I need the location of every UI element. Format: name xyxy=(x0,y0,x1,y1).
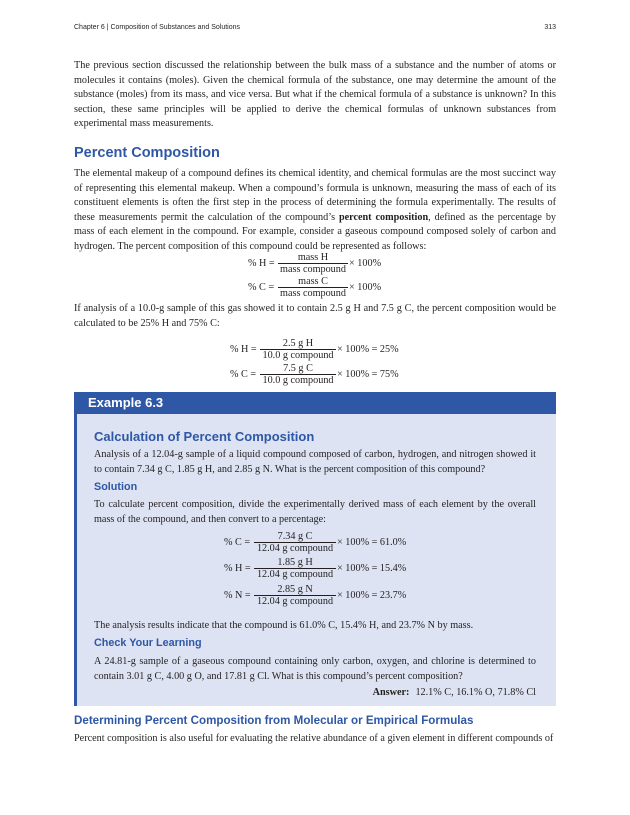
key-term-percent-composition: percent composition xyxy=(338,211,429,223)
equation-fraction xyxy=(254,557,336,581)
equation-percent-h-general xyxy=(248,252,388,276)
fraction-denominator: mass compound xyxy=(280,264,346,275)
example-equation-c xyxy=(224,531,424,555)
equation-fraction xyxy=(278,276,348,300)
check-your-learning-text: A 24.81-g sample of a gaseous compound containing only carbon, oxygen, and chlorine is determined to contain 3.01 g C, 4.00 g O, and 17.81 g Cl. What is this compound’s percent composition? xyxy=(94,656,536,682)
example-title: Calculation of Percent Composition xyxy=(94,429,315,444)
page-number: 313 xyxy=(544,24,556,31)
equation-rhs: × 100% = 15.4% xyxy=(337,563,407,574)
equation-fraction xyxy=(254,584,336,608)
equation-percent-c-general xyxy=(248,276,388,300)
equation-percent-c-numeric xyxy=(230,363,410,387)
example-header-bar xyxy=(74,392,556,414)
equation-fraction xyxy=(260,363,336,387)
example-left-rule xyxy=(74,414,77,706)
solution-heading: Solution xyxy=(94,481,138,493)
equation-lhs: % H = xyxy=(230,344,257,355)
fraction-denominator: 10.0 g compound xyxy=(262,350,334,361)
section-heading-from-formulas: Determining Percent Composition from Molecular or Empirical Formulas xyxy=(74,714,474,727)
section-heading-percent-composition: Percent Composition xyxy=(74,145,220,161)
equation-rhs: × 100% = 25% xyxy=(337,344,399,355)
equation-rhs: × 100% xyxy=(349,258,382,269)
page-header xyxy=(74,24,556,38)
fraction-numerator: 7.34 g C xyxy=(254,531,336,543)
equation-fraction xyxy=(254,531,336,555)
paragraph-text-end: , defined as the percentage by mass of each element in the compound. For example, consider a gaseous compound composed solely of carbon and hydrogen. The percent composition of this compound could be represented as follows: xyxy=(74,211,557,252)
fraction-denominator: mass compound xyxy=(280,288,346,299)
fraction-numerator: 7.5 g C xyxy=(260,363,336,375)
sample-analysis-paragraph: If analysis of a 10.0-g sample of this gas showed it to contain 2.5 g H and 7.5 g C, the percent composition would be calculated to be 25% H and 75% C: xyxy=(74,303,556,329)
equation-rhs: × 100% xyxy=(349,282,382,293)
fraction-numerator: 1.85 g H xyxy=(254,557,336,569)
fraction-denominator: 12.04 g compound xyxy=(256,569,334,580)
fraction-denominator: 12.04 g compound xyxy=(256,596,334,607)
example-equation-h xyxy=(224,557,424,581)
example-equation-n xyxy=(224,584,424,608)
chapter-title: Chapter 6 | Composition of Substances and Solutions xyxy=(74,24,241,31)
solution-text: To calculate percent composition, divide the experimentally derived mass of each element by the overall mass of the compound, and then convert to a percentage: xyxy=(94,499,536,525)
equation-lhs: % N = xyxy=(224,590,251,601)
answer-line xyxy=(373,687,536,698)
equation-lhs: % C = xyxy=(224,537,251,548)
equation-lhs: % C = xyxy=(248,282,275,293)
equation-percent-h-numeric xyxy=(230,338,410,362)
equation-rhs: × 100% = 61.0% xyxy=(337,537,407,548)
answer-label: Answer: xyxy=(372,687,410,698)
fraction-denominator: 10.0 g compound xyxy=(262,375,334,386)
equation-fraction xyxy=(278,252,348,276)
example-problem: Analysis of a 12.04-g sample of a liquid compound composed of carbon, hydrogen, and nitrogen showed it to contain 7.34 g C, 1.85 g H, and 2.85 g N. What is the percent composition of this compound? xyxy=(94,449,536,475)
fraction-denominator: 12.04 g compound xyxy=(256,543,334,554)
paragraph-text-start: The elemental makeup of a compound defines its chemical identity, and chemical formulas are the most succinct way of representing this elemental makeup. When a compound’s formula is unknown, measuring the mass of each of its constituent elements is often the first step in the process of determining the formula experimentally. The results of these measurements permit the calculation of the compound’s xyxy=(74,168,556,223)
equation-lhs: % C = xyxy=(230,369,257,380)
example-label: Example 6.3 xyxy=(88,395,164,410)
percent-composition-paragraph xyxy=(74,167,556,255)
fraction-numerator: 2.85 g N xyxy=(254,584,336,596)
example-conclusion: The analysis results indicate that the compound is 61.0% C, 15.4% H, and 23.7% N by mass. xyxy=(94,620,474,631)
equation-lhs: % H = xyxy=(248,258,275,269)
equation-rhs: × 100% = 75% xyxy=(337,369,399,380)
check-your-learning-heading: Check Your Learning xyxy=(94,637,202,649)
next-section-paragraph: Percent composition is also useful for evaluating the relative abundance of a given element in different compounds of xyxy=(74,733,554,744)
example-box xyxy=(74,392,556,706)
answer-text: 12.1% C, 16.1% O, 71.8% Cl xyxy=(415,687,536,698)
equation-rhs: × 100% = 23.7% xyxy=(337,590,407,601)
equation-fraction xyxy=(260,338,336,362)
equation-lhs: % H = xyxy=(224,563,251,574)
intro-paragraph: The previous section discussed the relationship between the bulk mass of a substance and the number of atoms or molecules it contains (moles). Given the chemical formula of the substance, one may determine the amount of the substance (moles) from its mass, and vice versa. But what if the chemical formula of a substance is unknown? In this section, these same principles will be applied to derive the chemical formulas of unknown substances from experimental mass measurements. xyxy=(74,60,556,130)
fraction-numerator: mass H xyxy=(278,252,348,264)
fraction-numerator: 2.5 g H xyxy=(260,338,336,350)
fraction-numerator: mass C xyxy=(278,276,348,288)
